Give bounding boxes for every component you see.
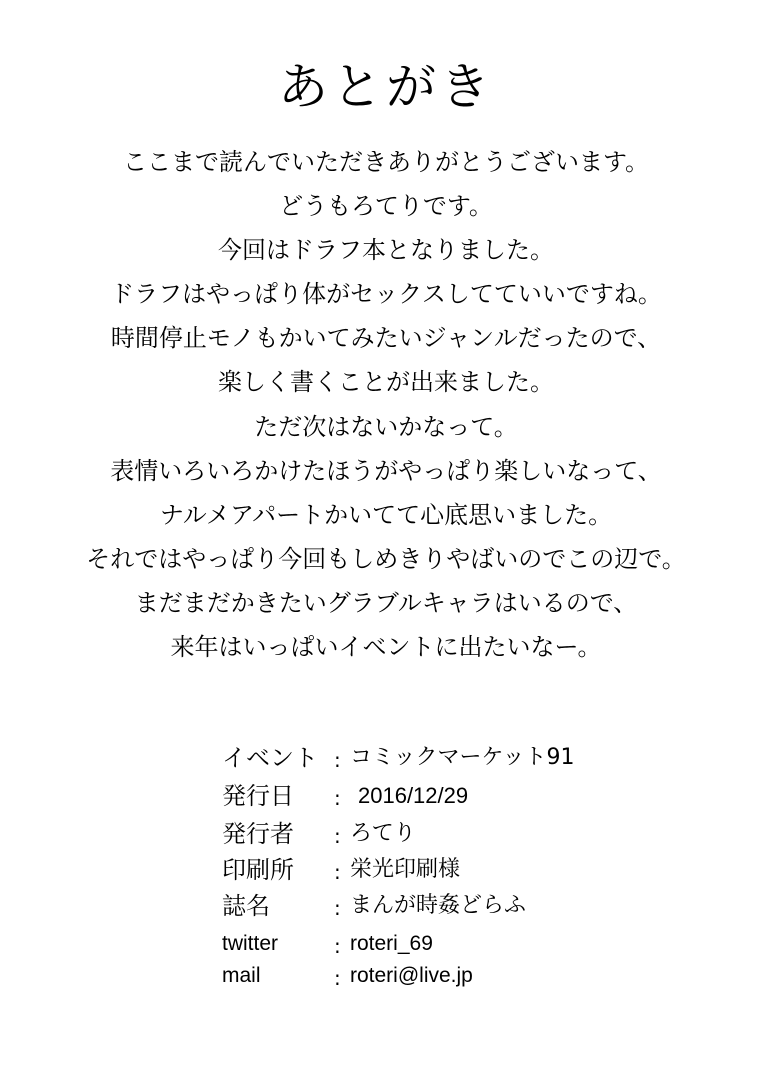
afterword-line: ドラフはやっぱり体がセックスしてていいですね。 (110, 280, 662, 309)
date-label: 発行日 (222, 782, 294, 810)
afterword-line: 時間停止モノもかいてみたいジャンルだったので、 (110, 324, 662, 353)
colophon-row-book-title (222, 888, 662, 924)
twitter-handle: roteri_69 (350, 932, 433, 955)
afterword-line: まだまだかきたいグラブルキャラはいるので、 (134, 588, 638, 617)
event-label: イベント (222, 744, 318, 772)
twitter-label: twitter (222, 932, 279, 955)
book-title-value: まんが時姦どらふ (350, 893, 527, 918)
colophon-row-printer (222, 852, 662, 888)
publisher-value: ろてり (350, 821, 416, 846)
publisher-label: 発行者 (222, 820, 294, 848)
colophon-row-event (222, 740, 662, 776)
separator-colon: : (334, 966, 341, 990)
afterword-line: どうもろてりです。 (279, 192, 493, 221)
event-value: コミックマーケット91 (350, 745, 575, 770)
separator-colon: : (334, 824, 341, 848)
page-title: あとがき (278, 58, 494, 116)
afterword-body (0, 140, 772, 669)
separator-colon: : (334, 786, 341, 810)
separator-colon: : (334, 860, 341, 884)
separator-colon: : (334, 748, 341, 772)
colophon-row-publisher (222, 816, 662, 852)
afterword-line: ナルメアパートかいてて心底思いました。 (159, 500, 613, 529)
separator-colon: : (334, 896, 341, 920)
mail-label: mail (222, 964, 261, 987)
printer-label: 印刷所 (222, 856, 294, 884)
afterword-line: 来年はいっぱいイベントに出たいなー。 (170, 633, 602, 662)
colophon-row-mail (222, 958, 662, 994)
printer-value: 栄光印刷様 (350, 857, 461, 882)
afterword-line: 今回はドラフ本となりました。 (218, 236, 554, 265)
afterword-line: ここまで読んでいただきありがとうございます。 (122, 148, 650, 176)
colophon-row-date (222, 778, 662, 814)
afterword-line: 表情いろいろかけたほうがやっぱり楽しいなって、 (110, 456, 662, 485)
afterword-line: それではやっぱり今回もしめきりやばいのでこの辺で。 (86, 544, 686, 573)
separator-colon: : (334, 934, 341, 958)
afterword-line: ただ次はないかなって。 (254, 412, 518, 441)
mail-address: roteri@live.jp (350, 964, 473, 987)
colophon-row-twitter (222, 926, 662, 962)
afterword-line: 楽しく書くことが出来ました。 (218, 368, 554, 397)
book-title-label: 誌名 (222, 892, 270, 920)
date-value: 2016/12/29 (358, 783, 469, 808)
